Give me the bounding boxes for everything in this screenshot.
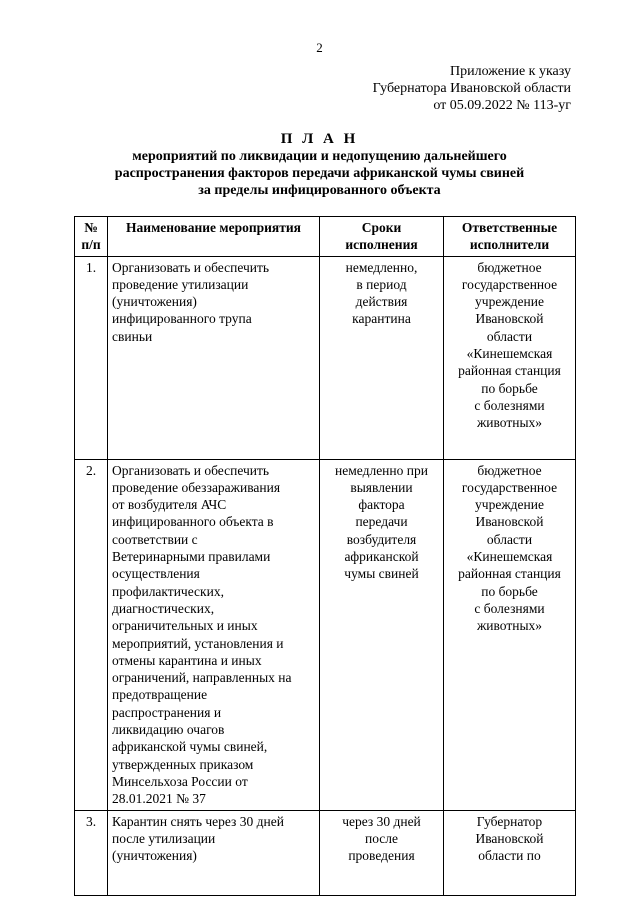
table-row xyxy=(75,810,576,895)
header-resp: Ответственные исполнители xyxy=(444,217,576,257)
plan-subtitle-line-1: мероприятий по ликвидации и недопущению дальнейшего xyxy=(132,149,507,164)
appendix-line-3: от 05.09.2022 № 113-уг xyxy=(433,98,571,113)
page-number: 2 xyxy=(316,40,323,55)
row-activity: Организовать и обеспечить проведение утилизации (уничтожения) инфицированного трупа свиньи xyxy=(108,256,320,459)
row-deadline: немедленно при выявлении фактора передачи возбудителя африканской чумы свиней xyxy=(320,459,444,810)
plan-subtitle xyxy=(0,148,639,199)
table-header-row xyxy=(75,217,576,257)
row-number: 1. xyxy=(75,256,108,459)
appendix-line-2: Губернатора Ивановской области xyxy=(372,81,571,96)
table-row xyxy=(75,256,576,459)
header-term: Сроки исполнения xyxy=(320,217,444,257)
header-num: № п/п xyxy=(75,217,108,257)
row-deadline: немедленно, в период действия карантина xyxy=(320,256,444,459)
row-responsible: бюджетное государственное учреждение Ивановской области «Кинешемская районная станция по борьбе с болезнями животных» xyxy=(444,256,576,459)
row-responsible: Губернатор Ивановской области по xyxy=(444,810,576,895)
row-activity: Карантин снять через 30 дней после утилизации (уничтожения) xyxy=(108,810,320,895)
row-number: 3. xyxy=(75,810,108,895)
plan-title: П Л А Н xyxy=(280,131,359,147)
table-row xyxy=(75,459,576,810)
appendix-line-1: Приложение к указу xyxy=(450,64,571,79)
row-number: 2. xyxy=(75,459,108,810)
plan-subtitle-line-3: за пределы инфицированного объекта xyxy=(198,183,441,198)
plan-table xyxy=(74,216,576,896)
plan-subtitle-line-2: распространения факторов передачи африканской чумы свиней xyxy=(114,166,525,181)
row-deadline: через 30 дней после проведения xyxy=(320,810,444,895)
header-name: Наименование мероприятия xyxy=(108,217,320,257)
appendix-block xyxy=(373,63,571,114)
row-activity: Организовать и обеспечить проведение обеззараживания от возбудителя АЧС инфицированного объекта в соответствии с Ветеринарными правилами осуществления профилактических, диагностических, ограничительных и иных мероприятий, установления и отмены карантина и иных ограничений, направленных на предотвращение распространения и ликвидацию очагов африканской чумы свиней, утвержденных приказом Минсельхоза России от 28.01.2021 № 37 xyxy=(108,459,320,810)
row-responsible: бюджетное государственное учреждение Ивановской области «Кинешемская районная станция по борьбе с болезнями животных» xyxy=(444,459,576,810)
